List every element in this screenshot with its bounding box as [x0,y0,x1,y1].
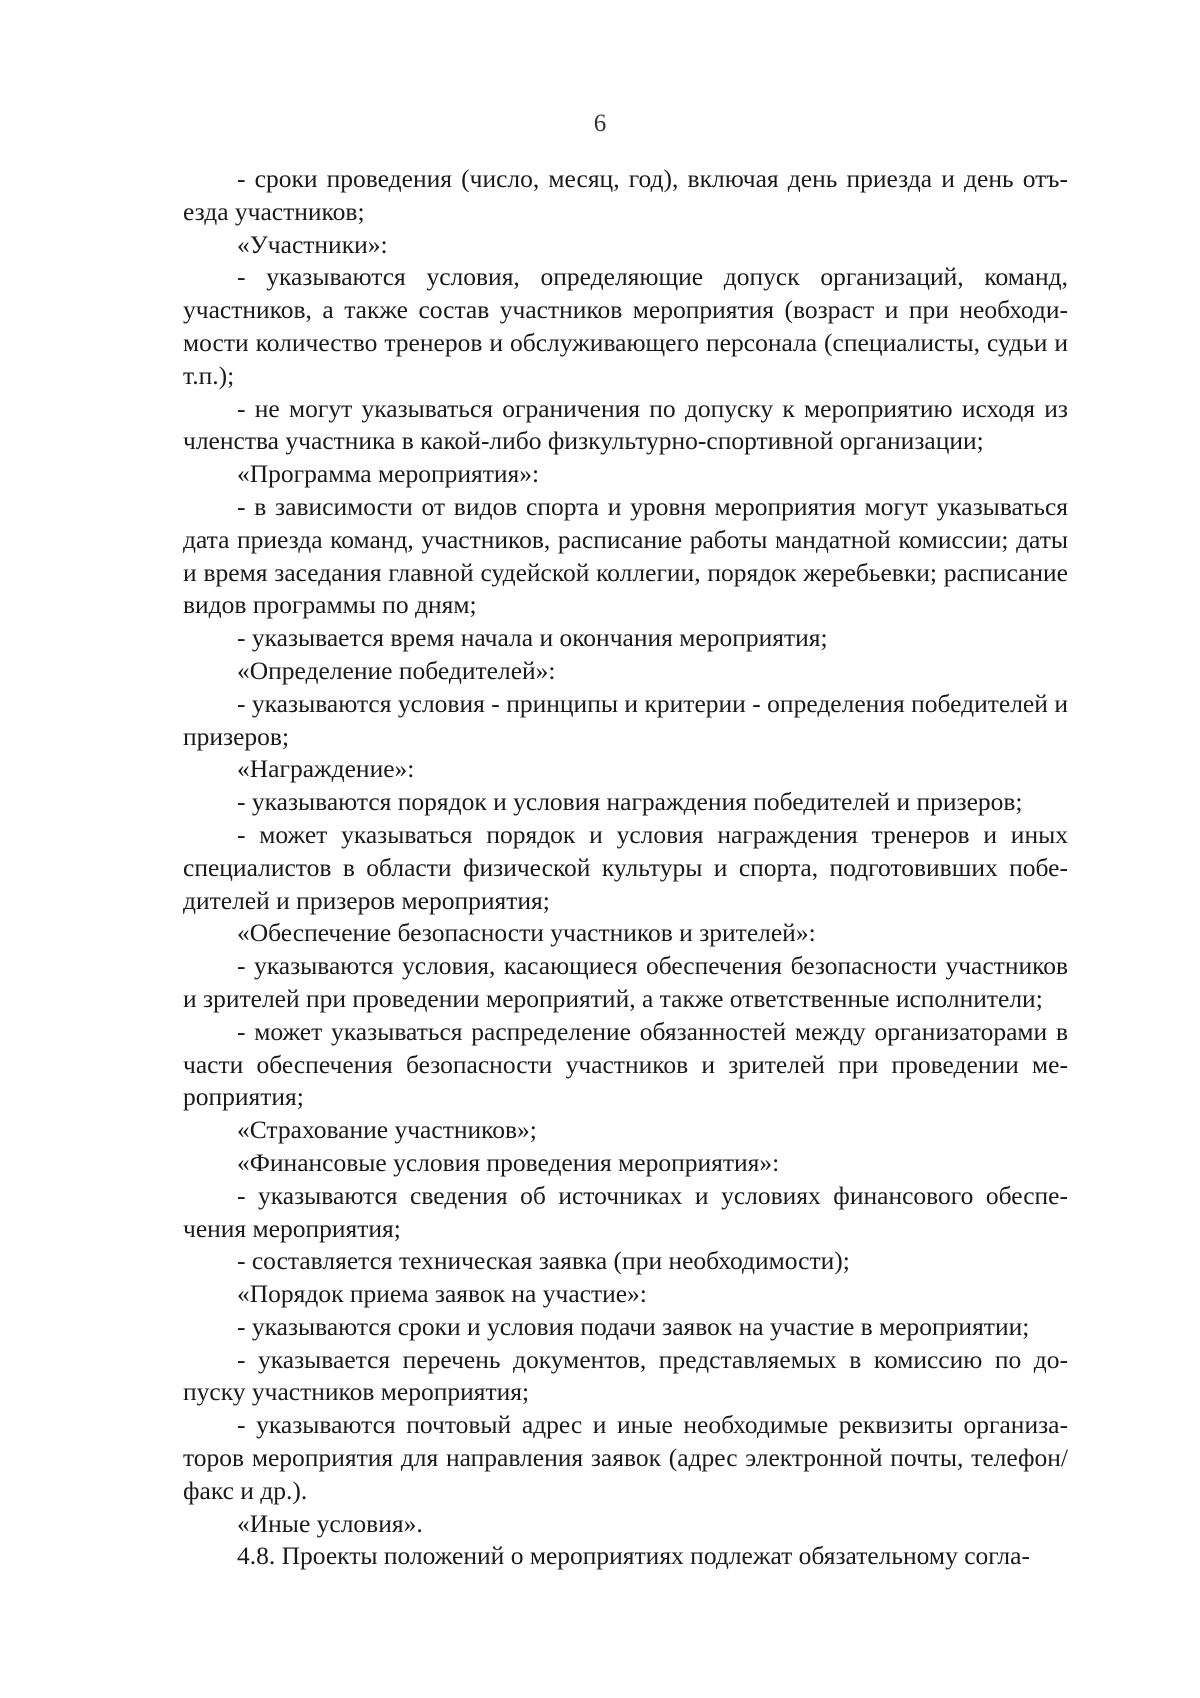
list-item-paragraph: - может указываться порядок и условия награждения тренеров и иных специалистов в области физической культуры и спорта, подготовивших победителей и призеров мероприятия; [183,819,1068,915]
section-heading: «Определение победителей»: [237,655,556,685]
list-item-paragraph: - указываются сведения об источниках и условиях финансового обеспечения мероприятия; [183,1180,1068,1243]
section-heading: «Финансовые условия проведения мероприятия»: [237,1147,780,1177]
list-item-paragraph: - указываются условия, касающиеся обеспечения безопасности участников и зрителей при проведении мероприятий, а также ответственные исполнители; [183,951,1068,1013]
list-item-paragraph: - указывается перечень документов, представляемых в комиссию по допуску участников мероприятия; [183,1344,1068,1407]
list-item-paragraph: - не могут указываться ограничения по допуску к мероприятию исходя из членства участника в какой-либо физкультурно-спортивной организации; [183,393,1068,456]
list-item-paragraph: - указываются сроки и условия подачи заявок на участие в мероприятии; [237,1311,1030,1341]
section-heading: «Порядок приема заявок на участие»: [237,1279,647,1309]
document-body [183,163,1068,1573]
list-item-paragraph: - сроки проведения (число, месяц, год), включая день приезда и день отъезда участников; [183,164,1068,226]
section-heading: «Участники»: [237,229,388,259]
list-item-paragraph: - указываются порядок и условия награждения победителей и призеров; [237,787,1023,817]
list-item-paragraph: - указываются условия, определяющие допуск организаций, команд, участников, а также состав участников мероприятия (возраст и при необходимости количество тренеров и обслуживающего персонала (специалисты, судьи и т.п.); [183,262,1068,390]
list-item-paragraph: - в зависимости от видов спорта и уровня мероприятия могут указываться дата приезда команд, участников, расписание работы мандатной комиссии; даты и время заседания главной судейской коллегии, порядок жеребьевки; расписание видов программы по дням; [183,491,1068,620]
list-item-paragraph: - указывается время начала и окончания мероприятия; [237,623,828,653]
list-item-paragraph: 4.8. Проекты положений о мероприятиях подлежат обязательному согла- [237,1541,1030,1571]
list-item-paragraph: - указываются условия - принципы и критерии - определения победителей и призеров; [183,688,1068,751]
list-item-paragraph: - составляется техническая заявка (при необходимости); [237,1246,850,1276]
list-item-paragraph: - может указываться распределение обязанностей между организаторами в части обеспечения безопасности участников и зрителей при проведении мероприятия; [183,1016,1068,1112]
section-heading: «Награждение»: [237,754,415,784]
section-heading: «Обеспечение безопасности участников и зрителей»: [237,918,816,948]
section-heading: «Иные условия». [237,1508,423,1538]
page-number: 6 [593,110,607,137]
list-item-paragraph: - указываются почтовый адрес и иные необходимые реквизиты организаторов мероприятия для направления заявок (адрес электронной почты, телефон/факс и др.). [183,1410,1068,1505]
section-heading: «Страхование участников»; [237,1115,537,1145]
section-heading: «Программа мероприятия»: [237,459,540,489]
